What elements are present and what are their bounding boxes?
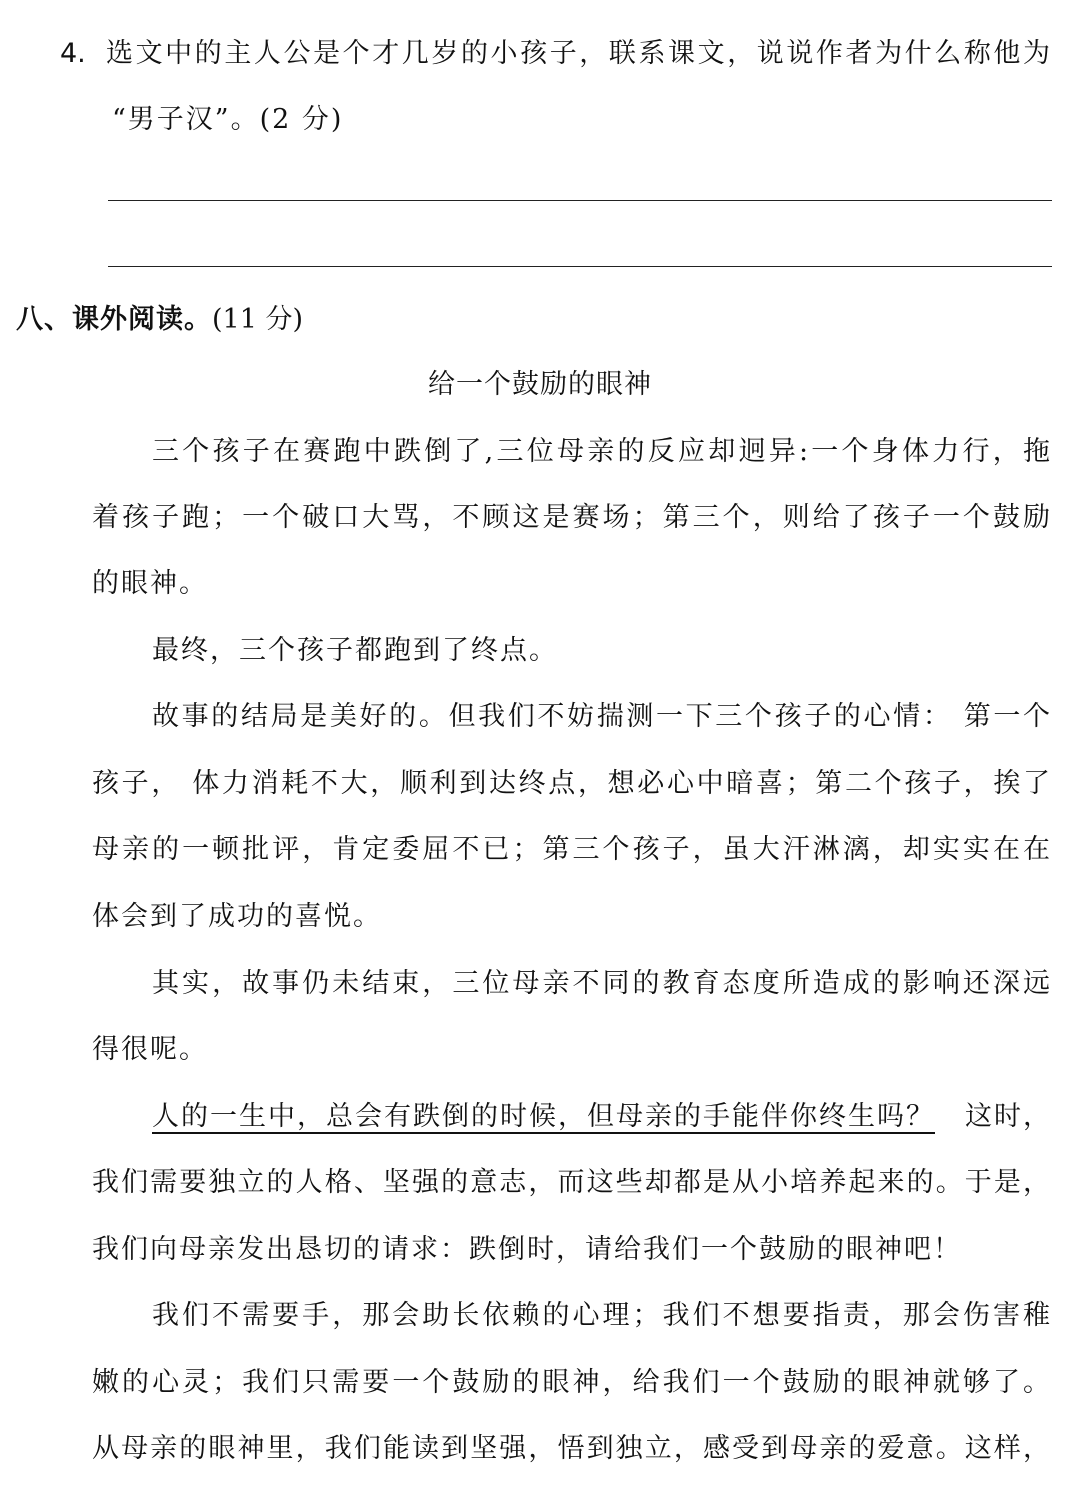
- article-line-15: 嫩的心灵；我们只需要一个鼓励的眼神，给我们一个鼓励的眼神就够了。: [92, 1367, 1052, 1398]
- question-text-line-2: “男子汉”。(2 分): [112, 104, 344, 135]
- answer-line-2: [108, 266, 1052, 267]
- article-line-10: 得很呢。: [92, 1034, 208, 1065]
- article-line-9: 其实，故事仍未结束，三位母亲不同的教育态度所造成的影响还深远: [152, 968, 1052, 999]
- article-line-16: 从母亲的眼神里，我们能读到坚强，悟到独立，感受到母亲的爱意。这样，: [92, 1433, 1052, 1464]
- question-number: 4.: [60, 38, 86, 69]
- article-line-5: 故事的结局是美好的。但我们不妨揣测一下三个孩子的心情： 第一个: [152, 701, 1052, 732]
- article-line-7: 母亲的一顿批评，肯定委屈不已；第三个孩子，虽大汗淋漓，却实实在在: [92, 834, 1052, 865]
- article-line-13: 我们向母亲发出恳切的请求：跌倒时，请给我们一个鼓励的眼神吧！: [92, 1234, 962, 1265]
- article-line-11-tail: 这时，: [965, 1101, 1052, 1132]
- article-line-4: 最终，三个孩子都跑到了终点。: [152, 635, 558, 666]
- underlined-sentence: 人的一生中，总会有跌倒的时候，但母亲的手能伴你终生吗？: [152, 1101, 935, 1132]
- article-line-8: 体会到了成功的喜悦。: [92, 901, 382, 932]
- article-line-6: 孩子， 体力消耗不大，顺利到达终点，想必心中暗喜；第二个孩子，挨了: [92, 768, 1052, 799]
- article-line-3: 的眼神。: [92, 568, 208, 599]
- section-heading: [16, 302, 303, 338]
- article-line-14: 我们不需要手，那会助长依赖的心理；我们不想要指责，那会伤害稚: [152, 1300, 1052, 1331]
- question-text-line-1: 选文中的主人公是个才几岁的小孩子，联系课文，说说作者为什么称他为: [106, 38, 1052, 69]
- article-line-11: [152, 1099, 1052, 1135]
- article-title: 给一个鼓励的眼神: [428, 369, 652, 400]
- article-line-2: 着孩子跑；一个破口大骂，不顾这是赛场；第三个，则给了孩子一个鼓励: [92, 502, 1052, 533]
- section-points: (11 分): [212, 304, 304, 335]
- article-line-12: 我们需要独立的人格、坚强的意志，而这些却都是从小培养起来的。于是，: [92, 1167, 1052, 1198]
- article-line-1: 三个孩子在赛跑中跌倒了,三位母亲的反应却迥异:一个身体力行，拖: [152, 436, 1052, 467]
- section-heading-label: 八、课外阅读。: [16, 304, 212, 335]
- answer-line-1: [108, 200, 1052, 201]
